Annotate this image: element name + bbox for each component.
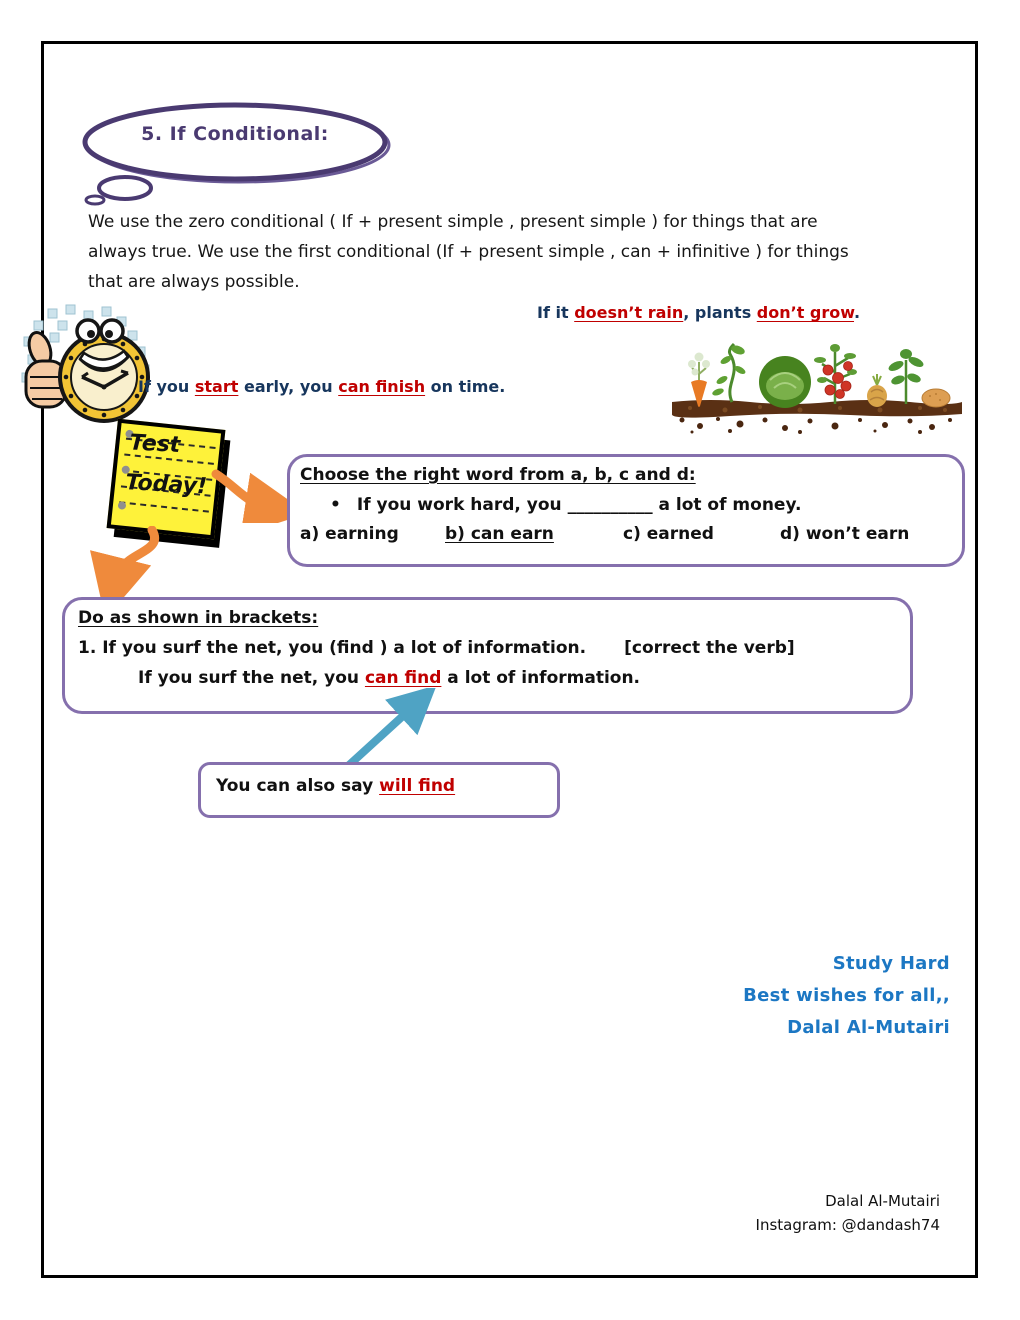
brackets-instruction: [correct the verb] xyxy=(624,638,795,658)
example-sentence-zero-conditional xyxy=(537,303,860,322)
vegetable-garden-illustration xyxy=(670,322,962,434)
example1-mid: , plants xyxy=(683,303,757,322)
choose-question xyxy=(330,495,801,515)
signature-line-2: Best wishes for all,, xyxy=(743,985,950,1006)
potato xyxy=(922,389,950,407)
signature-line-1: Study Hard xyxy=(832,953,950,974)
carrot xyxy=(688,353,710,408)
choose-option-d: d) won’t earn xyxy=(780,524,910,544)
example1-pre: If it xyxy=(537,303,575,322)
note-line-2: Today! xyxy=(124,470,208,500)
choose-question-text: If you work hard, you __________ a lot of money. xyxy=(356,495,802,515)
test-today-note xyxy=(107,419,226,540)
intro-line-3: that are always possible. xyxy=(88,272,300,292)
example2-key1: start xyxy=(194,377,239,396)
orange-arrow-right-icon xyxy=(210,468,295,523)
also-say-text xyxy=(216,776,455,796)
example2-key2: can finish xyxy=(338,377,426,396)
example2-post: on time. xyxy=(425,377,506,396)
choose-exercise-title: Choose the right word from a, b, c and d: xyxy=(300,465,696,485)
choose-option-a: a) earning xyxy=(300,524,399,544)
pepper-plant xyxy=(887,349,925,404)
brackets-question-text: 1. If you surf the net, you (find ) a lot of information. xyxy=(78,638,587,658)
bullet-icon: • xyxy=(330,495,341,515)
signature-line-3: Dalal Al-Mutairi xyxy=(787,1017,950,1038)
brackets-answer xyxy=(138,668,640,688)
example-sentence-first-conditional xyxy=(138,377,505,396)
footer-credits xyxy=(640,1189,940,1237)
intro-line-1: We use the zero conditional ( If + present simple , present simple ) for things that are xyxy=(88,212,818,232)
clock-thumbs-up-illustration xyxy=(20,303,162,429)
note-hole xyxy=(118,501,127,510)
example1-key2: don’t grow xyxy=(756,303,855,322)
footer-author: Dalal Al-Mutairi xyxy=(825,1192,940,1210)
example1-post: . xyxy=(854,303,861,322)
bean-plant xyxy=(711,344,746,402)
also-say-pre: You can also say xyxy=(216,776,380,796)
intro-line-2: always true. We use the first conditional (If + present simple , can + infinitive ) for things xyxy=(88,242,849,262)
note-line-1: Test xyxy=(128,430,181,458)
orange-arrow-down-icon xyxy=(88,526,178,598)
choose-option-b-answer: b) can earn xyxy=(445,524,554,544)
brackets-question xyxy=(78,638,795,658)
signature-block xyxy=(600,948,950,1044)
example1-key1: doesn’t rain xyxy=(574,303,684,322)
onion xyxy=(867,374,887,407)
footer-instagram: Instagram: @dandash74 xyxy=(755,1216,940,1234)
speech-bubble-icon xyxy=(75,100,405,208)
brackets-answer-post: a lot of information. xyxy=(441,668,641,688)
page-title: 5. If Conditional: xyxy=(141,123,329,145)
note-rule xyxy=(119,501,209,512)
intro-paragraph xyxy=(88,207,849,297)
choose-option-c: c) earned xyxy=(623,524,714,544)
example2-mid: early, you xyxy=(238,377,339,396)
brackets-answer-key: can find xyxy=(364,668,442,688)
also-say-key: will find xyxy=(379,776,456,796)
brackets-exercise-title: Do as shown in brackets: xyxy=(78,608,319,628)
example2-pre: If you xyxy=(138,377,195,396)
tomato-plant xyxy=(814,344,857,404)
cabbage xyxy=(759,356,811,408)
brackets-answer-pre: If you surf the net, you xyxy=(138,668,365,688)
